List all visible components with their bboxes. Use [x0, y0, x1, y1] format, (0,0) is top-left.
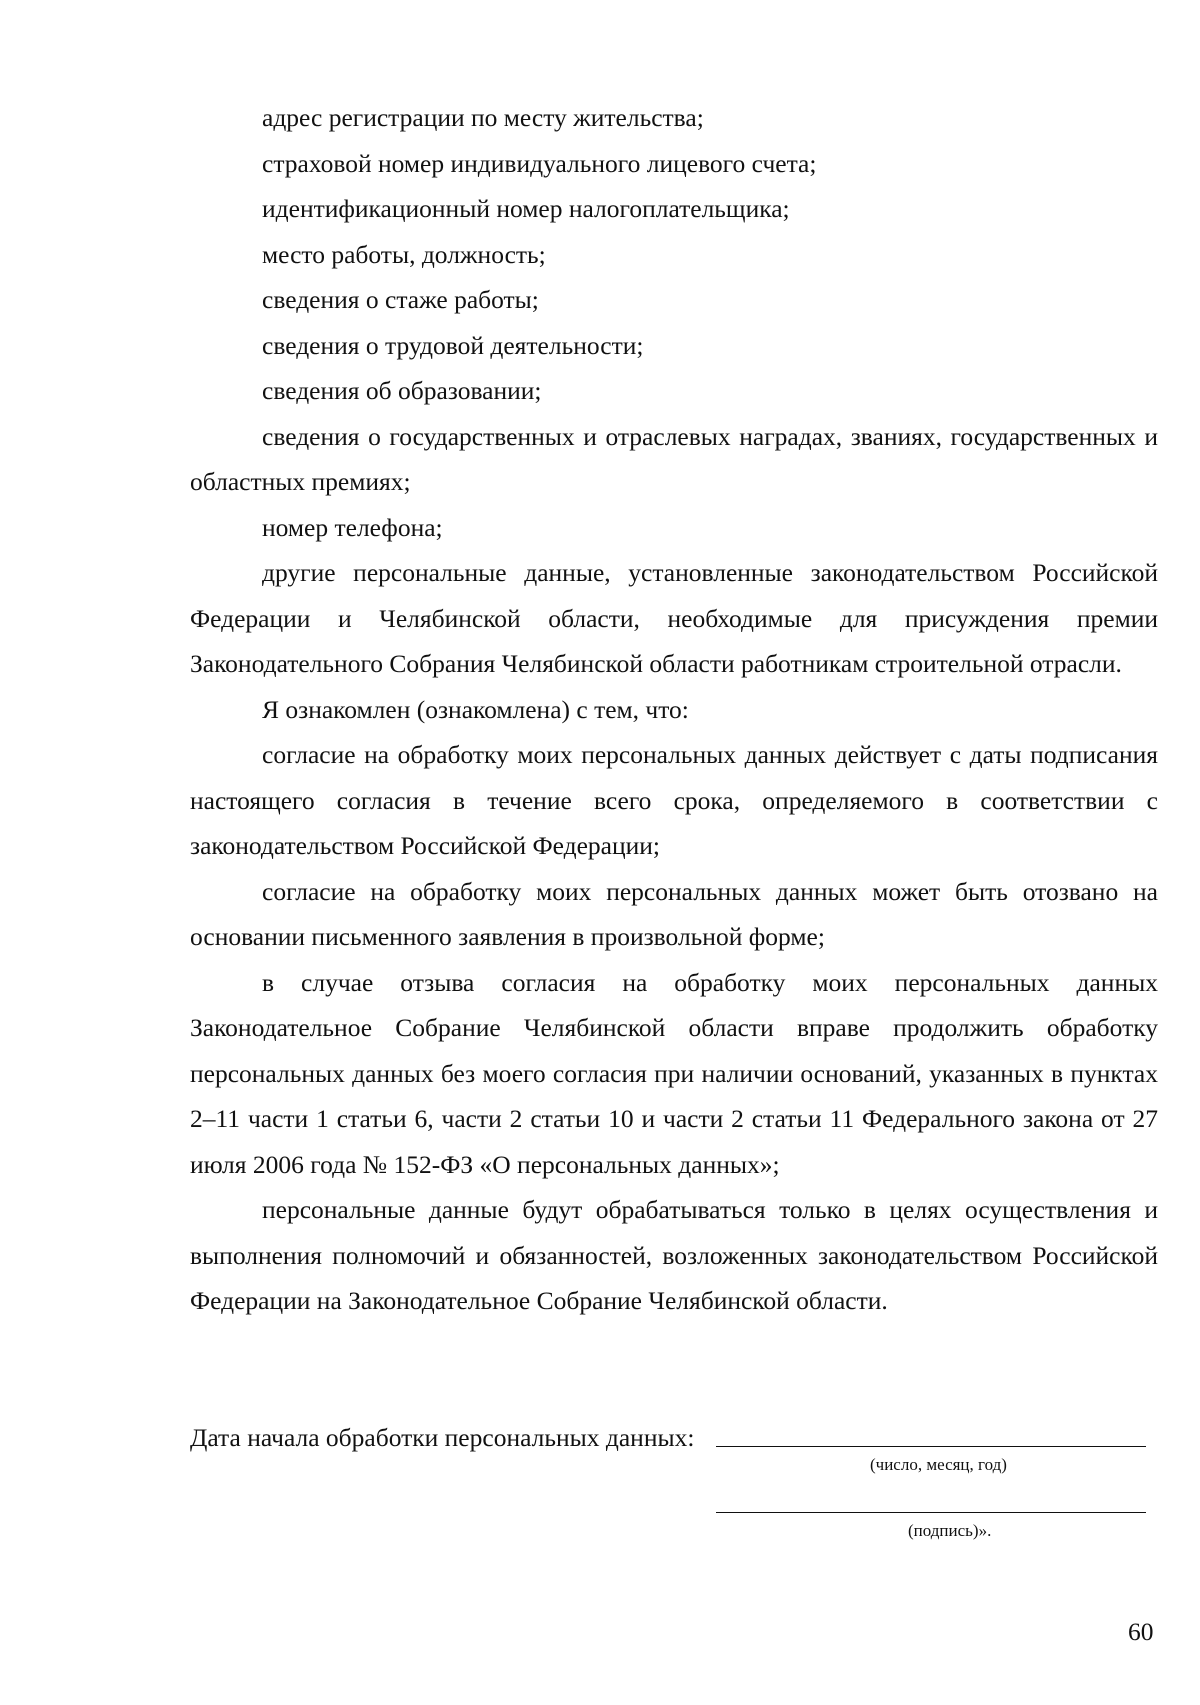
date-caption: (число, месяц, год): [870, 1455, 1007, 1474]
paragraph-consent-duration: согласие на обработку моих персональных данных действует с даты подписания настоящего согласия в течение всего срока, определяемого в соответствии с законодательством Российской Федерации;: [190, 740, 1158, 860]
start-date-label: Дата начала обработки персональных данных:: [190, 1423, 695, 1452]
paragraph-work-experience: сведения о стаже работы;: [262, 285, 539, 314]
body-text: [190, 95, 1158, 1324]
paragraph-revocation-case: в случае отзыва согласия на обработку моих персональных данных Законодательное Собрание Челябинской области вправе продолжить обработку персональных данных без моего согласия при наличии оснований, указанных в пунктах 2–11 части 1 статьи 6, части 2 статьи 10 и части 2 статьи 11 Федерального закона от 27 июля 2006 года № 152-ФЗ «О персональных данных»;: [190, 967, 1158, 1179]
paragraph-other-data: другие персональные данные, установленные законодательством Российской Федерации и Челябинской области, необходимые для присуждения премии Законодательного Собрания Челябинской области работникам строительной отрасли.: [190, 558, 1158, 678]
paragraph-phone: номер телефона;: [262, 512, 443, 542]
paragraph-awards: сведения о государственных и отраслевых наградах, званиях, государственных и областных премиях;: [190, 421, 1158, 496]
paragraph-workplace: место работы, должность;: [262, 239, 546, 269]
signature-caption: (подпись)».: [908, 1521, 992, 1540]
page-number: 60: [1128, 1617, 1154, 1646]
paragraph-taxpayer-id: идентификационный номер налогоплательщика;: [262, 194, 790, 223]
signature-blank-line[interactable]: [716, 1512, 1146, 1513]
paragraph-registration-address: адрес регистрации по месту жительства;: [262, 103, 704, 132]
paragraph-processing-purpose: персональные данные будут обрабатываться только в целях осуществления и выполнения полномочий и обязанностей, возложенных законодательством Российской Федерации на Законодательное Собрание Челябинской области.: [190, 1195, 1158, 1315]
paragraph-education: сведения об образовании;: [262, 376, 542, 405]
paragraph-consent-revocation: согласие на обработку моих персональных данных может быть отозвано на основании письменного заявления в произвольной форме;: [190, 876, 1158, 951]
paragraph-insurance-number: страховой номер индивидуального лицевого счета;: [262, 148, 817, 178]
date-blank-line[interactable]: [716, 1446, 1146, 1447]
paragraph-acknowledgement: Я ознакомлен (ознакомлена) с тем, что:: [262, 694, 689, 724]
paragraph-labor-activity: сведения о трудовой деятельности;: [262, 330, 644, 360]
